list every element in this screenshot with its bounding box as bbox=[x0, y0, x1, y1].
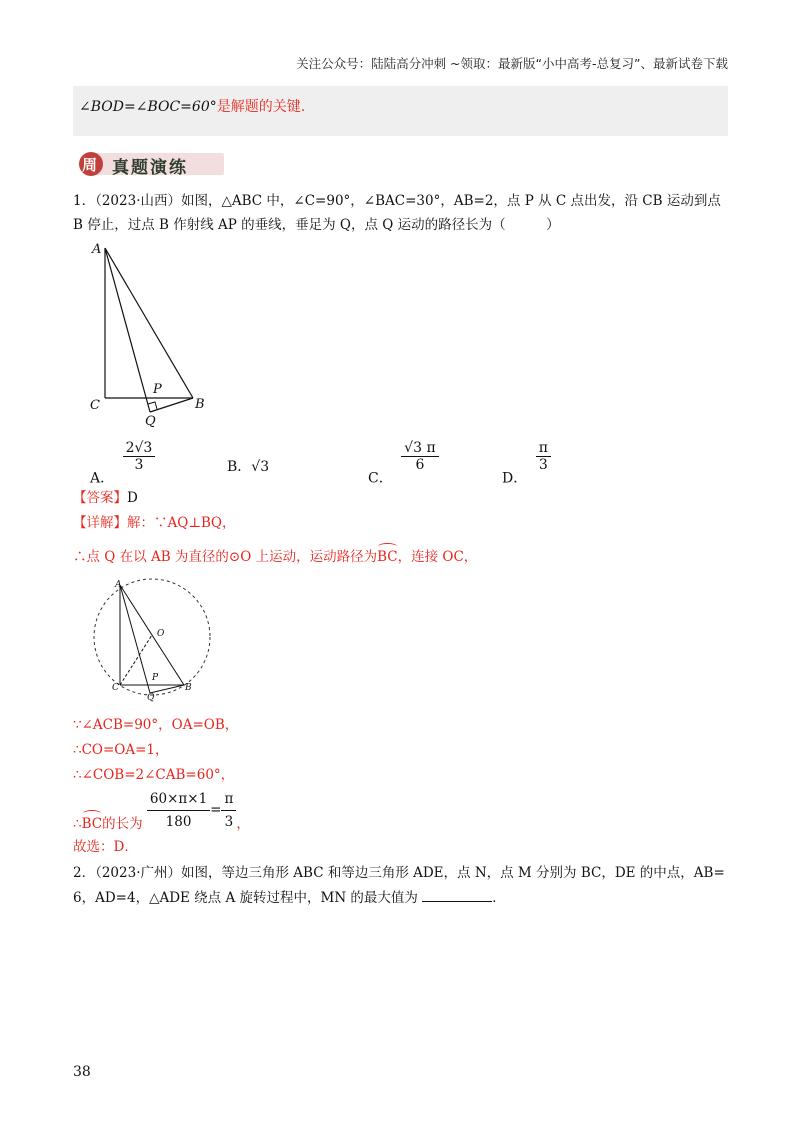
step1: ∵∠ACB=90°，OA=OB， bbox=[73, 717, 239, 733]
fig2-label-q: Q bbox=[147, 693, 155, 703]
option-a-fraction bbox=[123, 440, 156, 473]
option-a-numerator: 2√3 bbox=[123, 440, 156, 457]
detail-line2-pre: ∴点 Q 在以 AB 为直径的⊙O 上运动，运动路径为 bbox=[73, 549, 378, 565]
option-c-numerator: √3 π bbox=[401, 440, 438, 457]
option-a bbox=[90, 440, 155, 488]
option-d bbox=[502, 440, 551, 488]
previous-solution-box bbox=[73, 86, 728, 136]
step4-denominator: 180 bbox=[165, 814, 192, 830]
option-c-fraction bbox=[401, 440, 438, 473]
section-title: 真题演练 bbox=[112, 158, 188, 178]
fig1-label-a: A bbox=[92, 242, 102, 257]
step4-mid: 的长为 bbox=[102, 816, 143, 832]
step4-eq: = bbox=[210, 802, 222, 818]
step4-result bbox=[221, 788, 236, 833]
step3: ∴∠COB=2∠CAB=60°， bbox=[73, 767, 235, 783]
option-b-value: √3 bbox=[251, 459, 270, 475]
q2-line2 bbox=[73, 887, 506, 909]
option-b-label: B． bbox=[227, 459, 252, 475]
page-header: 关注公众号：陆陆高分冲刺 ~领取：最新版“小中高考-总复习”、最新试卷下载 bbox=[296, 56, 728, 71]
choose-line: 故选：D． bbox=[73, 839, 138, 855]
option-a-label: A． bbox=[90, 470, 115, 487]
step4-result-numerator: π bbox=[221, 788, 236, 811]
answer-value: D bbox=[127, 490, 138, 506]
arc-bc: BC bbox=[377, 546, 398, 568]
option-c bbox=[368, 440, 439, 488]
fig2-label-p: P bbox=[152, 673, 159, 683]
q2-line1: 2．（2023·广州）如图，等边三角形 ABC 和等边三角形 ADE，点 N，点 M 分别为 BC，DE 的中点，AB= bbox=[73, 865, 725, 881]
key-remark: 是解题的关键. bbox=[216, 99, 306, 115]
fig1-label-b: B bbox=[195, 397, 205, 412]
fig2-label-o: O bbox=[157, 629, 165, 639]
option-d-numerator: π bbox=[536, 440, 551, 457]
answer-blank[interactable] bbox=[422, 887, 492, 902]
q2-line2-end: ． bbox=[492, 890, 506, 906]
detail-start: 解：∵AQ⊥BQ， bbox=[127, 515, 236, 531]
step4 bbox=[73, 788, 250, 835]
section-badge-char: 周 bbox=[82, 156, 98, 174]
q2-circle-figure bbox=[88, 575, 218, 705]
option-a-denominator: 3 bbox=[134, 457, 144, 473]
fig1-label-q: Q bbox=[145, 414, 156, 429]
answer-label: 【答案】 bbox=[73, 490, 127, 506]
step2: ∴CO=OA=1， bbox=[73, 742, 169, 758]
step4-numerator: 60×π×1 bbox=[147, 788, 210, 811]
section-banner bbox=[78, 150, 228, 178]
q1-line2: B 停止，过点 B 作射线 AP 的垂线，垂足为 Q，点 Q 运动的路径长为（ ） bbox=[73, 217, 560, 233]
answer-line bbox=[73, 487, 138, 509]
q2-line2-text: 6，AD=4，△ADE 绕点 A 旋转过程中，MN 的最大值为 bbox=[73, 890, 418, 906]
previous-solution-line bbox=[79, 96, 305, 116]
option-d-label: D． bbox=[502, 470, 528, 487]
detail-line2-post: ，连接 OC， bbox=[397, 549, 478, 565]
fig1-label-c: C bbox=[90, 398, 100, 413]
detail-line2 bbox=[73, 546, 477, 568]
angle-equation: ∠BOD=∠BOC=60° bbox=[79, 99, 217, 115]
fig2-label-a: A bbox=[115, 580, 122, 590]
option-b bbox=[227, 456, 269, 476]
page-number: 38 bbox=[73, 1064, 91, 1080]
step4-fraction bbox=[147, 788, 210, 833]
detail-label: 【详解】 bbox=[73, 515, 127, 531]
fig1-label-p: P bbox=[153, 382, 162, 397]
step4-pre: ∴ bbox=[73, 816, 82, 832]
fig2-label-c: C bbox=[112, 683, 119, 693]
option-d-fraction bbox=[536, 440, 551, 473]
option-c-denominator: 6 bbox=[415, 457, 425, 473]
step4-arc-bc: BC bbox=[82, 813, 103, 835]
fig2-label-b: B bbox=[185, 683, 192, 693]
step4-result-denominator: 3 bbox=[224, 814, 234, 830]
detail-line bbox=[73, 512, 236, 534]
q1-line1: 1．（2023·山西）如图，△ABC 中，∠C=90°，∠BAC=30°，AB=2，点 P 从 C 点出发，沿 CB 运动到点 bbox=[73, 193, 721, 209]
option-c-label: C． bbox=[368, 470, 393, 487]
step4-end: ， bbox=[236, 816, 250, 832]
option-d-denominator: 3 bbox=[538, 457, 548, 473]
